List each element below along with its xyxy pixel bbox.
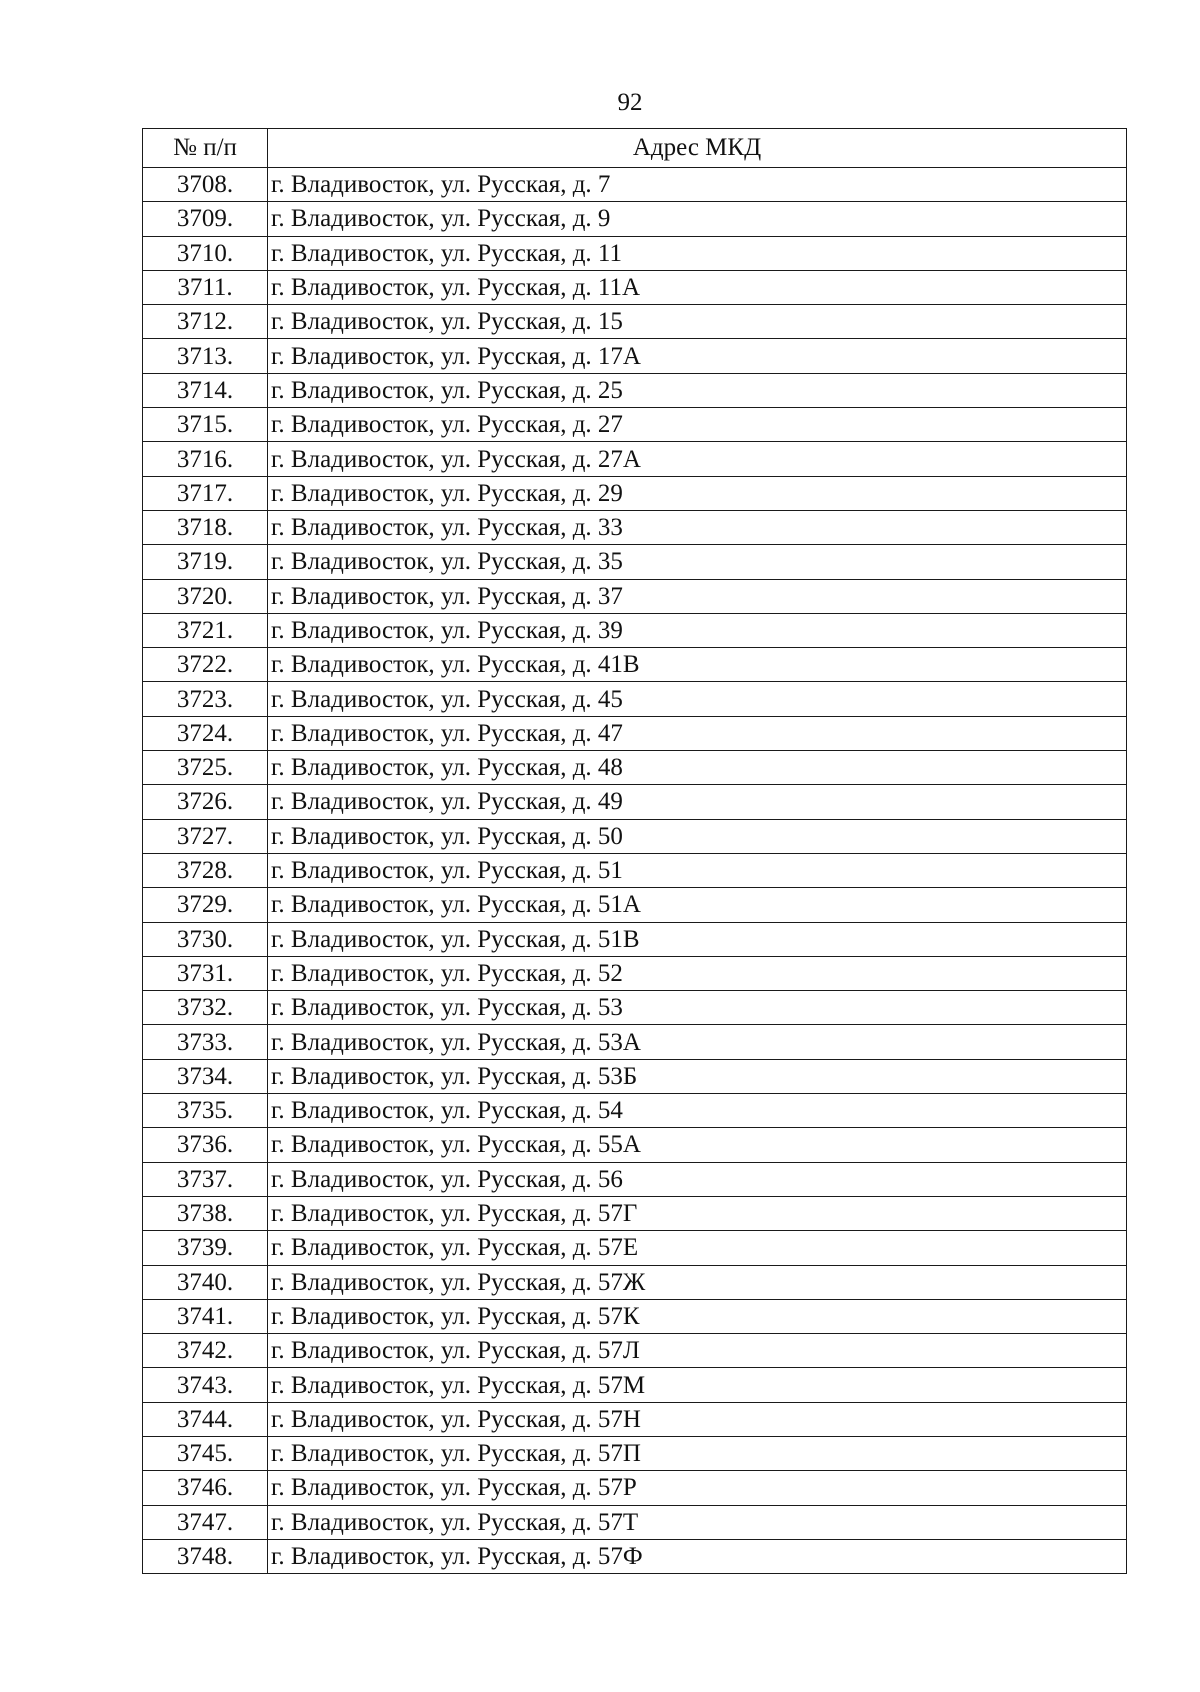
- table-row: [143, 1128, 1127, 1162]
- column-header-number: № п/п: [143, 129, 268, 168]
- address-cell: г. Владивосток, ул. Русская, д. 49: [268, 785, 1127, 819]
- address-cell: г. Владивосток, ул. Русская, д. 29: [268, 476, 1127, 510]
- page-number: 92: [617, 89, 643, 116]
- address-cell: г. Владивосток, ул. Русская, д. 9: [268, 202, 1127, 236]
- address-cell: г. Владивосток, ул. Русская, д. 25: [268, 373, 1127, 407]
- address-cell: г. Владивосток, ул. Русская, д. 57Ж: [268, 1265, 1127, 1299]
- table-row: [143, 888, 1127, 922]
- row-number-cell: 3735.: [143, 1094, 268, 1128]
- table-body: [143, 168, 1127, 1574]
- table-row: [143, 922, 1127, 956]
- address-cell: г. Владивосток, ул. Русская, д. 57Г: [268, 1196, 1127, 1230]
- table-row: [143, 785, 1127, 819]
- table-row: [143, 853, 1127, 887]
- address-cell: г. Владивосток, ул. Русская, д. 17А: [268, 339, 1127, 373]
- table-row: [143, 648, 1127, 682]
- row-number-cell: 3739.: [143, 1231, 268, 1265]
- table-row: [143, 1231, 1127, 1265]
- row-number-cell: 3724.: [143, 716, 268, 750]
- address-cell: г. Владивосток, ул. Русская, д. 41В: [268, 648, 1127, 682]
- address-table: [142, 128, 1127, 1574]
- row-number-cell: 3711.: [143, 270, 268, 304]
- row-number-cell: 3716.: [143, 442, 268, 476]
- address-cell: г. Владивосток, ул. Русская, д. 57Н: [268, 1402, 1127, 1436]
- address-cell: г. Владивосток, ул. Русская, д. 47: [268, 716, 1127, 750]
- table-row: [143, 1196, 1127, 1230]
- address-cell: г. Владивосток, ул. Русская, д. 57Е: [268, 1231, 1127, 1265]
- row-number-cell: 3713.: [143, 339, 268, 373]
- row-number-cell: 3729.: [143, 888, 268, 922]
- table-header: [143, 129, 1127, 168]
- row-number-cell: 3717.: [143, 476, 268, 510]
- row-number-cell: 3741.: [143, 1299, 268, 1333]
- row-number-cell: 3722.: [143, 648, 268, 682]
- table-row: [143, 408, 1127, 442]
- address-cell: г. Владивосток, ул. Русская, д. 57М: [268, 1368, 1127, 1402]
- address-cell: г. Владивосток, ул. Русская, д. 51В: [268, 922, 1127, 956]
- address-cell: г. Владивосток, ул. Русская, д. 57Л: [268, 1334, 1127, 1368]
- address-cell: г. Владивосток, ул. Русская, д. 7: [268, 168, 1127, 202]
- row-number-cell: 3709.: [143, 202, 268, 236]
- address-cell: г. Владивосток, ул. Русская, д. 27А: [268, 442, 1127, 476]
- row-number-cell: 3731.: [143, 956, 268, 990]
- table-row: [143, 1436, 1127, 1470]
- row-number-cell: 3715.: [143, 408, 268, 442]
- row-number-cell: 3712.: [143, 305, 268, 339]
- table-row: [143, 373, 1127, 407]
- address-cell: г. Владивосток, ул. Русская, д. 51: [268, 853, 1127, 887]
- table-row: [143, 1505, 1127, 1539]
- address-cell: г. Владивосток, ул. Русская, д. 37: [268, 579, 1127, 613]
- table-row: [143, 236, 1127, 270]
- table-row: [143, 476, 1127, 510]
- row-number-cell: 3744.: [143, 1402, 268, 1436]
- address-cell: г. Владивосток, ул. Русская, д. 51А: [268, 888, 1127, 922]
- row-number-cell: 3732.: [143, 991, 268, 1025]
- row-number-cell: 3745.: [143, 1436, 268, 1470]
- address-cell: г. Владивосток, ул. Русская, д. 54: [268, 1094, 1127, 1128]
- row-number-cell: 3725.: [143, 751, 268, 785]
- table-row: [143, 1368, 1127, 1402]
- address-cell: г. Владивосток, ул. Русская, д. 35: [268, 545, 1127, 579]
- table-row: [143, 442, 1127, 476]
- row-number-cell: 3714.: [143, 373, 268, 407]
- address-cell: г. Владивосток, ул. Русская, д. 53Б: [268, 1059, 1127, 1093]
- address-cell: г. Владивосток, ул. Русская, д. 33: [268, 510, 1127, 544]
- table-row: [143, 202, 1127, 236]
- row-number-cell: 3747.: [143, 1505, 268, 1539]
- table-row: [143, 1299, 1127, 1333]
- row-number-cell: 3746.: [143, 1471, 268, 1505]
- address-cell: г. Владивосток, ул. Русская, д. 57К: [268, 1299, 1127, 1333]
- table-row: [143, 1162, 1127, 1196]
- row-number-cell: 3710.: [143, 236, 268, 270]
- address-cell: г. Владивосток, ул. Русская, д. 53А: [268, 1025, 1127, 1059]
- row-number-cell: 3738.: [143, 1196, 268, 1230]
- row-number-cell: 3742.: [143, 1334, 268, 1368]
- address-cell: г. Владивосток, ул. Русская, д. 39: [268, 613, 1127, 647]
- row-number-cell: 3733.: [143, 1025, 268, 1059]
- table-row: [143, 270, 1127, 304]
- address-cell: г. Владивосток, ул. Русская, д. 11А: [268, 270, 1127, 304]
- row-number-cell: 3748.: [143, 1539, 268, 1573]
- address-cell: г. Владивосток, ул. Русская, д. 50: [268, 819, 1127, 853]
- row-number-cell: 3726.: [143, 785, 268, 819]
- row-number-cell: 3734.: [143, 1059, 268, 1093]
- row-number-cell: 3723.: [143, 682, 268, 716]
- table-row: [143, 1059, 1127, 1093]
- table-row: [143, 168, 1127, 202]
- row-number-cell: 3727.: [143, 819, 268, 853]
- table-row: [143, 613, 1127, 647]
- table-row: [143, 1471, 1127, 1505]
- address-cell: г. Владивосток, ул. Русская, д. 52: [268, 956, 1127, 990]
- table-row: [143, 819, 1127, 853]
- table-row: [143, 682, 1127, 716]
- table-row: [143, 545, 1127, 579]
- address-cell: г. Владивосток, ул. Русская, д. 57Р: [268, 1471, 1127, 1505]
- row-number-cell: 3719.: [143, 545, 268, 579]
- row-number-cell: 3718.: [143, 510, 268, 544]
- table-row: [143, 716, 1127, 750]
- address-cell: г. Владивосток, ул. Русская, д. 27: [268, 408, 1127, 442]
- header-row: [143, 129, 1127, 168]
- address-cell: г. Владивосток, ул. Русская, д. 48: [268, 751, 1127, 785]
- address-cell: г. Владивосток, ул. Русская, д. 11: [268, 236, 1127, 270]
- table-row: [143, 1402, 1127, 1436]
- table-row: [143, 1025, 1127, 1059]
- table-row: [143, 510, 1127, 544]
- table-row: [143, 305, 1127, 339]
- row-number-cell: 3743.: [143, 1368, 268, 1402]
- row-number-cell: 3728.: [143, 853, 268, 887]
- row-number-cell: 3730.: [143, 922, 268, 956]
- row-number-cell: 3737.: [143, 1162, 268, 1196]
- table-row: [143, 1334, 1127, 1368]
- address-cell: г. Владивосток, ул. Русская, д. 56: [268, 1162, 1127, 1196]
- table-row: [143, 956, 1127, 990]
- address-cell: г. Владивосток, ул. Русская, д. 15: [268, 305, 1127, 339]
- row-number-cell: 3740.: [143, 1265, 268, 1299]
- address-cell: г. Владивосток, ул. Русская, д. 57П: [268, 1436, 1127, 1470]
- table-row: [143, 339, 1127, 373]
- table-row: [143, 1094, 1127, 1128]
- row-number-cell: 3708.: [143, 168, 268, 202]
- row-number-cell: 3721.: [143, 613, 268, 647]
- row-number-cell: 3720.: [143, 579, 268, 613]
- table-row: [143, 991, 1127, 1025]
- table-row: [143, 1539, 1127, 1573]
- column-header-address: Адрес МКД: [268, 129, 1127, 168]
- address-cell: г. Владивосток, ул. Русская, д. 55А: [268, 1128, 1127, 1162]
- address-cell: г. Владивосток, ул. Русская, д. 57Ф: [268, 1539, 1127, 1573]
- table-row: [143, 751, 1127, 785]
- address-cell: г. Владивосток, ул. Русская, д. 53: [268, 991, 1127, 1025]
- table-row: [143, 1265, 1127, 1299]
- address-cell: г. Владивосток, ул. Русская, д. 45: [268, 682, 1127, 716]
- row-number-cell: 3736.: [143, 1128, 268, 1162]
- address-cell: г. Владивосток, ул. Русская, д. 57Т: [268, 1505, 1127, 1539]
- table-row: [143, 579, 1127, 613]
